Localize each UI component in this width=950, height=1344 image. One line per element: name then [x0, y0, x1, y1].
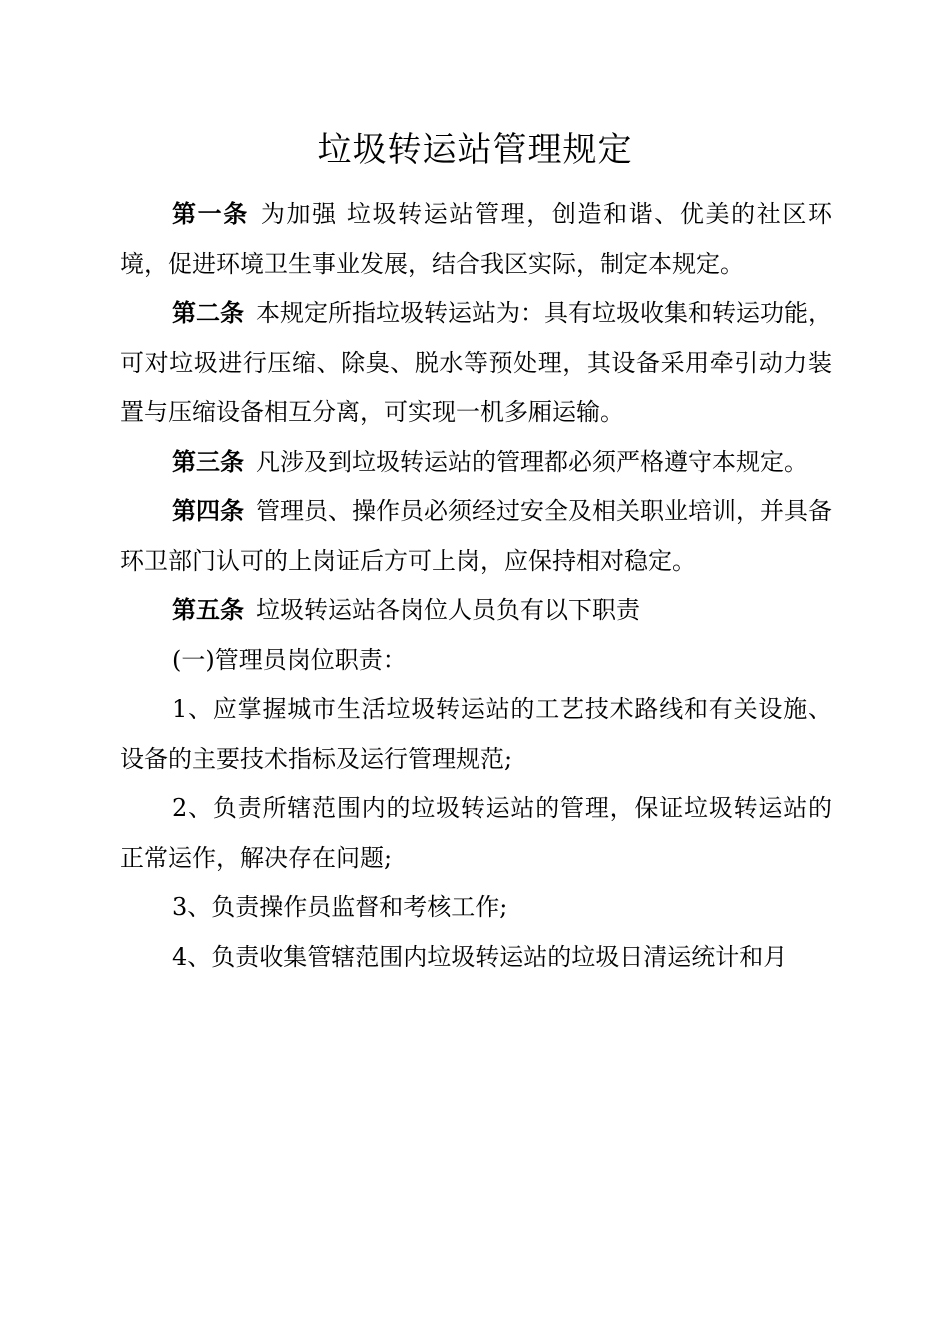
list-item: [120, 933, 832, 983]
list-item: [120, 685, 832, 784]
article-text: 本规定所指垃圾转运站为：具有垃圾收集和转运功能，可对垃圾进行压缩、除臭、脱水等预处理，其设备采用牵引动力装置与压缩设备相互分离，可实现一机多厢运输。: [120, 299, 832, 426]
article-text: 垃圾转运站各岗位人员负有以下职责: [256, 596, 640, 624]
list-item: [120, 883, 832, 933]
list-item: [120, 784, 832, 883]
article-label: 第一条: [172, 200, 249, 228]
article-label: 第四条: [172, 497, 244, 525]
list-item-text: 3、负责操作员监督和考核工作;: [172, 893, 508, 921]
article-text: 凡涉及到垃圾转运站的管理都必须严格遵守本规定。: [256, 447, 808, 476]
article-text: 管理员、操作员必须经过安全及相关职业培训，并具备环卫部门认可的上岗证后方可上岗，应保持相对稳定。: [120, 497, 832, 575]
list-item-text: 1、应掌握城市生活垃圾转运站的工艺技术路线和有关设施、设备的主要技术指标及运行管理规范;: [120, 695, 832, 773]
list-item-text: 4、负责收集管辖范围内垃圾转运站的垃圾日清运统计和月: [172, 942, 788, 971]
document-title: 垃圾转运站管理规定: [317, 130, 633, 170]
section-heading: [120, 636, 832, 686]
list-item-text: 2、负责所辖范围内的垃圾转运站的管理，保证垃圾转运站的正常运作，解决存在问题;: [120, 794, 832, 872]
article-4: [120, 487, 832, 586]
section-heading-text: (一)管理员岗位职责：: [172, 645, 407, 674]
article-text: 为加强 垃圾转运站管理，创造和谐、优美的社区环境，促进环境卫生事业发展，结合我区实际，制定本规定。: [120, 200, 832, 278]
article-5: [120, 586, 832, 636]
article-2: [120, 289, 832, 438]
article-3: [120, 438, 832, 488]
article-1: [120, 190, 832, 289]
article-label: 第五条: [172, 596, 244, 624]
article-label: 第三条: [172, 447, 244, 476]
article-label: 第二条: [172, 299, 244, 327]
document-body: [120, 190, 832, 982]
